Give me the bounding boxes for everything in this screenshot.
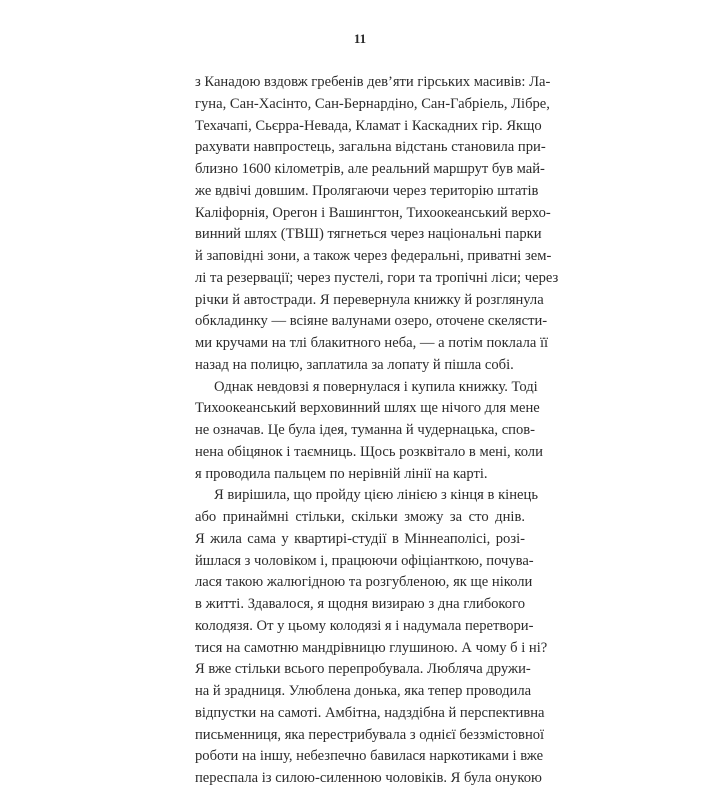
text-line: лася такою жалюгідною та розгубленою, як ще ніколи <box>195 574 533 591</box>
text-line: винний шлях (ТВШ) тягнеться через національні парки <box>195 226 542 243</box>
text-line: або принаймні стільки, скільки зможу за сто днів. <box>195 509 525 525</box>
text-line: річки й автостради. Я перевернула книжку й розглянула <box>195 291 544 308</box>
text-line: письменниця, яка перестрибувала з однієї беззмістовної <box>195 726 545 743</box>
page-number: 11 <box>353 31 367 46</box>
text-line: близно 1600 кілометрів, але реальний маршрут був май- <box>195 161 545 177</box>
text-line: я проводила пальцем по нерівній лінії на карті. <box>195 465 488 482</box>
text-line: Однак невдовзі я повернулася і купила книжку. Тоді <box>214 378 538 395</box>
text-line: в житті. Здавалося, я щодня визираю з дна глибокого <box>195 596 525 612</box>
text-line: Каліфорнія, Орегон і Вашингтон, Тихоокеанський верхо- <box>195 204 551 221</box>
text-line: Техачапі, Сьєрра-Невада, Кламат і Каскадних гір. Якщо <box>195 117 542 134</box>
text-line: роботи на іншу, небезпечно бавилася наркотиками і вже <box>195 748 544 765</box>
text-line: йшлася з чоловіком і, працюючи офіціанткою, почува- <box>195 552 534 569</box>
text-line: відпустки на самоті. Амбітна, надздібна й перспективна <box>195 704 545 721</box>
body-text <box>195 72 559 790</box>
text-line: Я вирішила, що пройду цією лінією з кінця в кінець <box>214 487 538 504</box>
text-line: Я вже стільки всього перепробувала. Любляча дружи- <box>195 661 531 678</box>
text-line: гуна, Сан-Хасінто, Сан-Бернардіно, Сан-Габріель, Лібре, <box>195 95 550 112</box>
text-line: же вдвічі довшим. Пролягаючи через територію штатів <box>195 182 539 199</box>
text-line: рахувати навпростець, загальна відстань становила при- <box>195 139 546 156</box>
text-line: ми кручами на тлі блакитного неба, — а потім поклала її <box>195 335 549 351</box>
text-line: Тихоокеанський верховинний шлях ще нічого для мене <box>195 400 540 417</box>
text-line: тися на самотню мандрівницю глушиною. А чому б і ні? <box>195 639 548 656</box>
text-line: на й зрадниця. Улюблена донька, яка тепер проводила <box>195 683 532 699</box>
text-line: колодязя. От у цьому колодязі я і надумала перетвори- <box>195 617 534 634</box>
text-line: обкладинку — всіяне валунами озеро, оточене скелясти- <box>195 313 548 330</box>
text-line: нена обіцянок і таємниць. Щось розквітало в мені, коли <box>195 443 543 460</box>
text-line: Я жила сама у квартирі-студії в Міннеаполісі, розі- <box>195 530 525 547</box>
text-line: назад на полицю, заплатила за лопату й пішла собі. <box>195 356 514 373</box>
text-line: не означав. Це була ідея, туманна й чудернацька, спов- <box>195 422 536 438</box>
text-line: лі та резервації; через пустелі, гори та тропічні ліси; через <box>195 269 559 286</box>
text-line: переспала із силою-силенною чоловіків. Я була онукою <box>195 770 542 786</box>
text-line: й заповідні зони, а також через федеральні, приватні зем- <box>195 248 552 264</box>
text-line: з Канадою вздовж гребенів дев’яти гірських масивів: Ла- <box>195 74 551 90</box>
